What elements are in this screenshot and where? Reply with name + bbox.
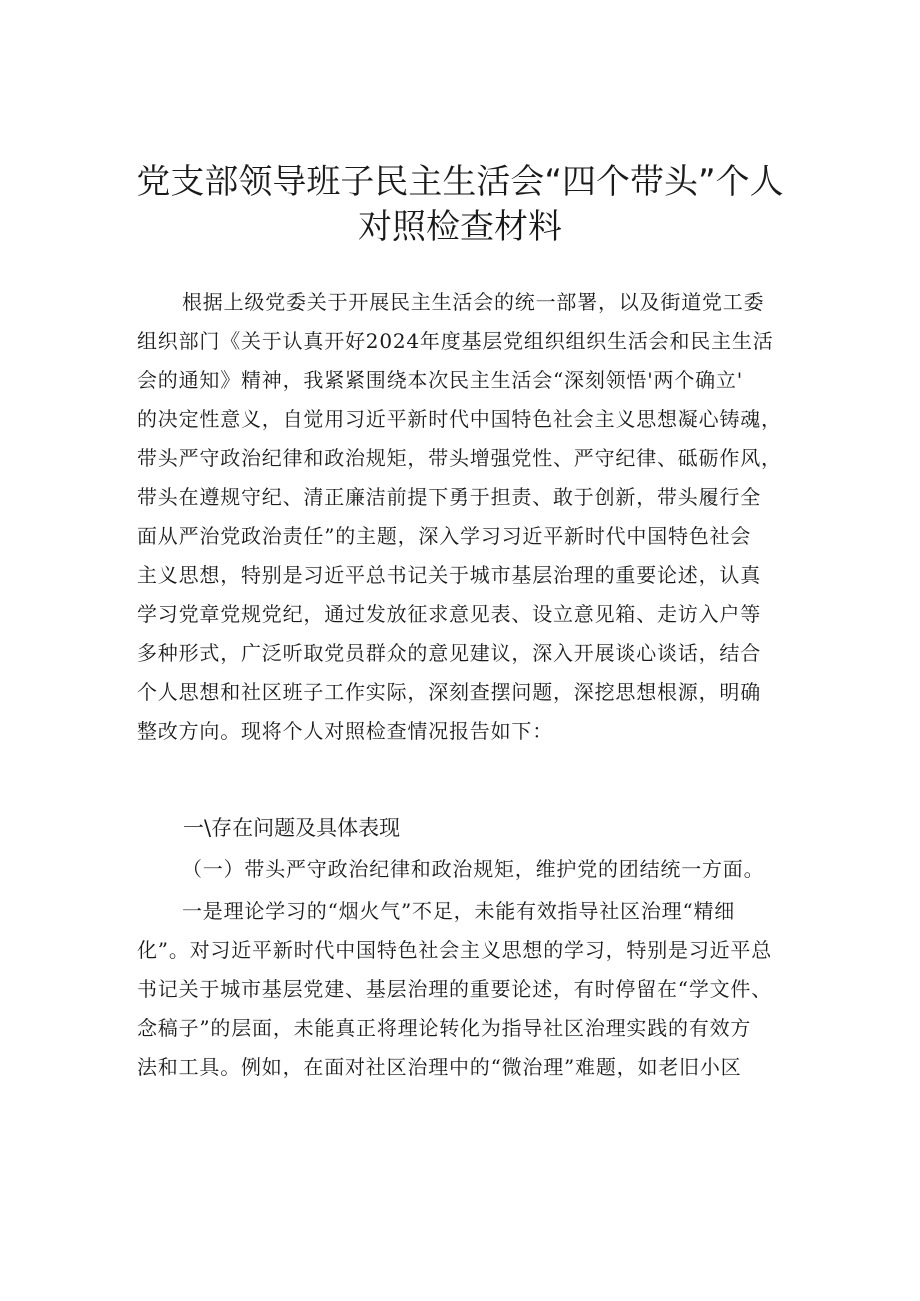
intro-line: 会的通知》精神，我紧紧围绕本次民主生活会“深刻领悟'两个确立' xyxy=(137,368,744,392)
body-line: 念稿子”的层面，未能真正将理论转化为指导社区治理实践的有效方 xyxy=(137,1016,752,1040)
intro-line: 个人思想和社区班子工作实际，深刻查摆问题，深挖思想根源，明确 xyxy=(137,680,761,704)
intro-line: 多种形式，广泛听取党员群众的意见建议，深入开展谈心谈话，结合 xyxy=(137,641,761,665)
intro-line: 整改方向。现将个人对照检查情况报告如下： xyxy=(137,719,553,743)
body-paragraph xyxy=(137,892,789,1087)
body-line: 法和工具。例如，在面对社区治理中的“微治理”难题，如老旧小区 xyxy=(137,1055,742,1079)
body-line: 一是理论学习的“烟火气”不足，未能有效指导社区治理“精细 xyxy=(182,899,736,923)
body-line: 化”。对习近平新时代中国特色社会主义思想的学习，特别是习近平总 xyxy=(137,938,773,962)
intro-paragraph xyxy=(137,283,789,751)
body-line: 书记关于城市基层党建、基层治理的重要论述，有时停留在“学文件、 xyxy=(137,977,773,1001)
subsection-heading: （一）带头严守政治纪律和政治规矩，维护党的团结统一方面。 xyxy=(182,857,765,881)
intro-line: 带头在遵规守纪、清正廉洁前提下勇于担责、敢于创新，带头履行全 xyxy=(137,485,761,509)
document-title-line-2: 对照检查材料 xyxy=(358,207,562,247)
intro-line: 面从严治党政治责任”的主题，深入学习习近平新时代中国特色社会 xyxy=(137,524,752,548)
intro-line: 根据上级党委关于开展民主生活会的统一部署，以及街道党工委 xyxy=(182,290,765,314)
section-heading: 一\存在问题及具体表现 xyxy=(183,816,401,840)
document-title-line-1: 党支部领导班子民主生活会“四个带头”个人 xyxy=(136,162,784,202)
intro-line: 的决定性意义，自觉用习近平新时代中国特色社会主义思想凝心铸魂， xyxy=(137,407,782,431)
intro-line: 组织部门《关于认真开好2024年度基层党组织组织生活会和民主生活 xyxy=(137,329,774,353)
intro-line: 带头严守政治纪律和政治规矩，带头增强党性、严守纪律、砥砺作风， xyxy=(137,446,782,470)
intro-line: 学习党章党规党纪，通过发放征求意见表、设立意见箱、走访入户等 xyxy=(137,602,761,626)
intro-line: 主义思想，特别是习近平总书记关于城市基层治理的重要论述，认真 xyxy=(137,563,761,587)
